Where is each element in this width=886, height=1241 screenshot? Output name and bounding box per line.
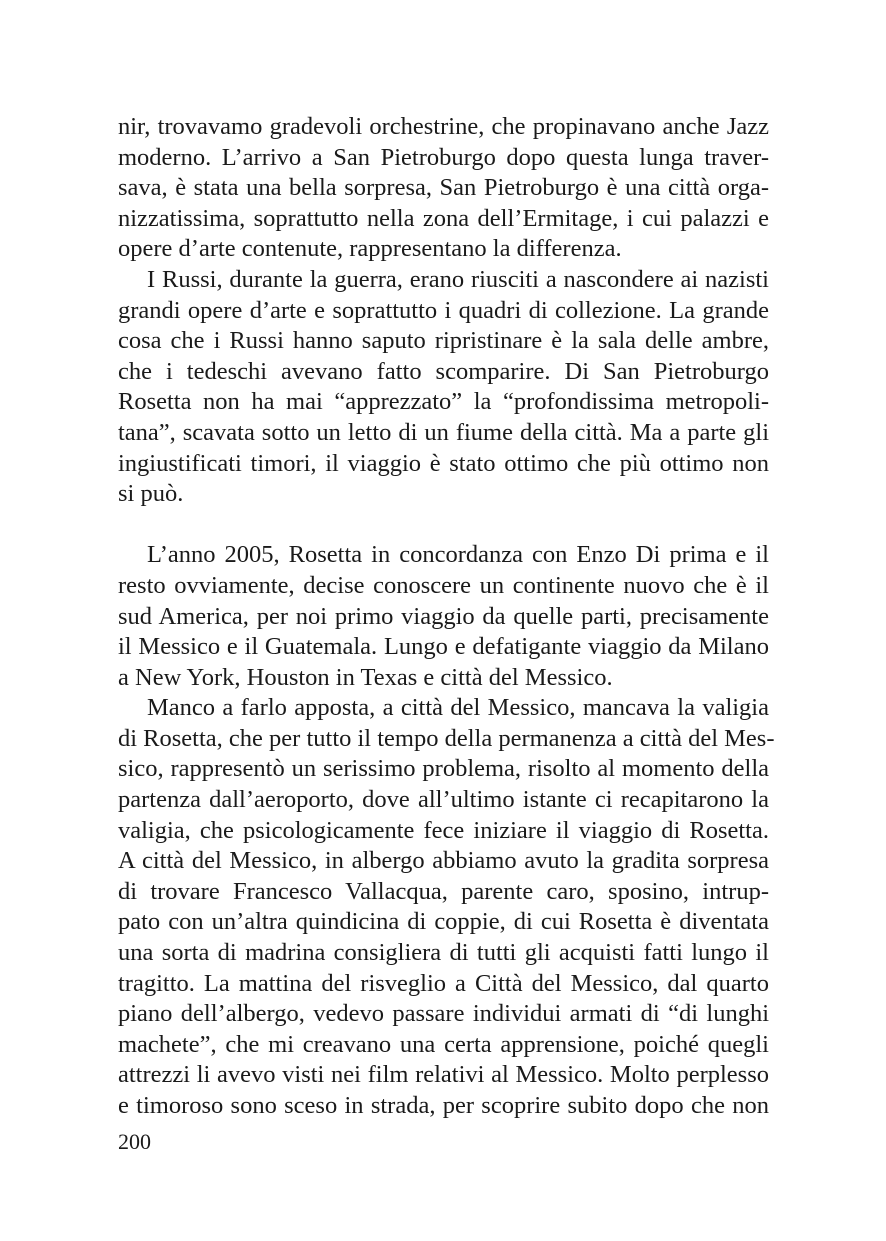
text-line: tana”, scavata sotto un letto di un fiume della città. Ma a parte gli [118,418,769,446]
text-line: grandi opere d’arte e soprattutto i quadri di collezione. La grande [118,296,769,324]
text-line: si può. [118,480,184,508]
text-line: sava, è stata una bella sorpresa, San Pietroburgo è una città orga- [118,174,769,202]
text-line: A città del Messico, in albergo abbiamo avuto la gradita sorpresa [118,847,769,875]
text-line: il Messico e il Guatemala. Lungo e defatigante viaggio da Milano [118,633,769,661]
text-line: pato con un’altra quindicina di coppie, di cui Rosetta è diventata [118,908,769,936]
paragraph-3 [118,540,769,693]
text-line: resto ovviamente, decise conoscere un continente nuovo che è il [118,571,769,599]
text-line: di Rosetta, che per tutto il tempo della permanenza a città del Mes- [118,724,775,752]
text-line: Manco a farlo apposta, a città del Messico, mancava la valigia [147,694,769,722]
text-line: sud America, per noi primo viaggio da quelle parti, precisamente [118,602,769,630]
text-line: partenza dall’aeroporto, dove all’ultimo istante ci recapitarono la [118,786,769,814]
text-line: ingiustificati timori, il viaggio è stato ottimo che più ottimo non [118,449,769,477]
paragraph-2 [118,265,769,510]
text-line: sico, rappresentò un serissimo problema, risolto al momento della [118,755,769,783]
text-line: a New York, Houston in Texas e città del Messico. [118,663,613,691]
text-line: I Russi, durante la guerra, erano riusciti a nascondere ai nazisti [147,265,769,293]
text-line: opere d’arte contenute, rappresentano la differenza. [118,235,622,263]
text-line: Rosetta non ha mai “apprezzato” la “profondissima metropoli- [118,388,769,416]
paragraph-4 [118,693,775,1121]
text-line: e timoroso sono sceso in strada, per scoprire subito dopo che non [118,1092,769,1119]
text-line: machete”, che mi creavano una certa apprensione, poiché quegli [118,1030,769,1058]
paragraph-gap [118,510,769,541]
text-line: nir, trovavamo gradevoli orchestrine, che propinavano anche Jazz [118,113,769,140]
text-line: piano dell’albergo, vedevo passare individui armati di “di lunghi [118,1000,769,1028]
text-line: cosa che i Russi hanno saputo ripristinare è la sala delle ambre, [118,327,769,355]
text-line: tragitto. La mattina del risveglio a Città del Messico, dal quarto [118,969,769,997]
text-line: moderno. L’arrivo a San Pietroburgo dopo questa lunga traver- [118,143,769,171]
text-line: L’anno 2005, Rosetta in concordanza con Enzo Di prima e il [147,541,769,569]
text-line: attrezzi li avevo visti nei film relativi al Messico. Molto perplesso [118,1061,769,1089]
text-line: una sorta di madrina consigliera di tutti gli acquisti fatti lungo il [118,939,769,967]
text-line: nizzatissima, soprattutto nella zona dell’Ermitage, i cui palazzi e [118,204,769,232]
text-line: valigia, che psicologicamente fece iniziare il viaggio di Rosetta. [118,816,769,844]
body-text [118,112,775,1122]
text-line: di trovare Francesco Vallacqua, parente caro, sposino, intrup- [118,877,769,905]
paragraph-1 [118,112,769,265]
page-number: 200 [118,1129,151,1154]
text-line: che i tedeschi avevano fatto scomparire. Di San Pietroburgo [118,357,769,385]
